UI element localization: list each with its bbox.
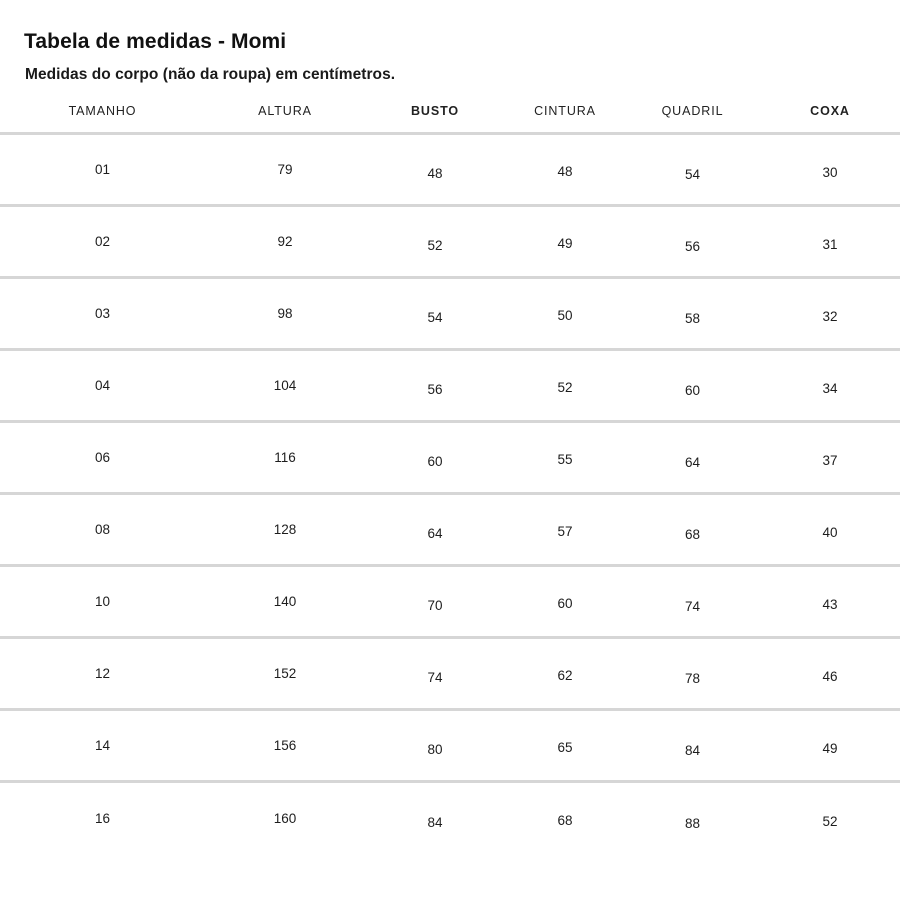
- column-header-coxa: COXA: [760, 104, 900, 134]
- table-cell: 70: [365, 566, 505, 638]
- table-cell: 98: [205, 278, 365, 350]
- table-cell: 128: [205, 494, 365, 566]
- table-cell: 104: [205, 350, 365, 422]
- table-row: [0, 710, 900, 782]
- table-row: [0, 638, 900, 710]
- table-cell: 84: [427, 814, 443, 830]
- table-cell: 79: [205, 134, 365, 206]
- table-row: [0, 350, 900, 422]
- table-cell: 152: [205, 638, 365, 710]
- table-cell: 32: [760, 278, 900, 350]
- table-cell: 64: [365, 494, 505, 566]
- table-cell: 31: [760, 206, 900, 278]
- table-cell: 06: [0, 422, 205, 494]
- table-row: [0, 422, 900, 494]
- table-cell: 60: [505, 566, 625, 638]
- table-cell: 140: [205, 566, 365, 638]
- table-cell: 58: [625, 278, 760, 350]
- table-cell: 68: [557, 812, 573, 828]
- table-cell: 52: [822, 813, 838, 829]
- table-cell: 54: [365, 278, 505, 350]
- table-cell: 10: [0, 566, 205, 638]
- column-header-tamanho: TAMANHO: [0, 104, 205, 134]
- table-cell: 116: [205, 422, 365, 494]
- table-cell: 14: [0, 710, 205, 782]
- table-header: [0, 104, 900, 134]
- table-row: [0, 494, 900, 566]
- table-cell: 160: [273, 810, 297, 826]
- table-cell: 04: [0, 350, 205, 422]
- table-cell: 54: [625, 134, 760, 206]
- table-cell: 50: [505, 278, 625, 350]
- table-cell: 64: [625, 422, 760, 494]
- table-cell: 60: [365, 422, 505, 494]
- table-cell: 48: [505, 134, 625, 206]
- table-cell: 02: [0, 206, 205, 278]
- table-row: [0, 134, 900, 206]
- table-cell: 88: [684, 815, 701, 831]
- table-row: [0, 566, 900, 638]
- page-title: Tabela de medidas - Momi: [24, 30, 287, 53]
- table-cell: 49: [760, 710, 900, 782]
- table-cell: 08: [0, 494, 205, 566]
- table-cell: 40: [760, 494, 900, 566]
- table-cell: 156: [205, 710, 365, 782]
- table-cell: 12: [0, 638, 205, 710]
- measurements-table-wrapper: [0, 104, 900, 854]
- table-cell: 56: [365, 350, 505, 422]
- table-cell: 65: [505, 710, 625, 782]
- table-cell: 52: [365, 206, 505, 278]
- table-body: [0, 134, 900, 854]
- table-cell: 68: [625, 494, 760, 566]
- table-cell: 37: [760, 422, 900, 494]
- column-header-cintura: CINTURA: [505, 104, 625, 134]
- table-cell: 92: [205, 206, 365, 278]
- table-cell: 49: [505, 206, 625, 278]
- table-cell: 34: [760, 350, 900, 422]
- page-subtitle: Medidas do corpo (não da roupa) em centímetros.: [25, 66, 396, 83]
- table-cell: 55: [505, 422, 625, 494]
- table-cell: 84: [625, 710, 760, 782]
- table-row: [0, 206, 900, 278]
- table-cell: 46: [760, 638, 900, 710]
- table-cell: 30: [760, 134, 900, 206]
- table-cell: 74: [365, 638, 505, 710]
- table-cell: 57: [505, 494, 625, 566]
- table-row: [0, 782, 900, 854]
- column-header-altura: ALTURA: [205, 104, 365, 134]
- column-header-busto: BUSTO: [365, 104, 505, 134]
- table-cell: 03: [0, 278, 205, 350]
- table-row: [0, 278, 900, 350]
- table-cell: 16: [94, 810, 111, 826]
- measurements-table: [0, 104, 900, 854]
- table-cell: 60: [625, 350, 760, 422]
- column-header-quadril: QUADRIL: [625, 104, 760, 134]
- table-cell: 52: [505, 350, 625, 422]
- table-cell: 80: [365, 710, 505, 782]
- table-header-row: [0, 104, 900, 134]
- table-cell: 78: [625, 638, 760, 710]
- table-cell: 56: [625, 206, 760, 278]
- table-cell: 62: [505, 638, 625, 710]
- table-cell: 43: [760, 566, 900, 638]
- table-cell: 48: [365, 134, 505, 206]
- table-cell: 74: [625, 566, 760, 638]
- table-cell: 01: [0, 134, 205, 206]
